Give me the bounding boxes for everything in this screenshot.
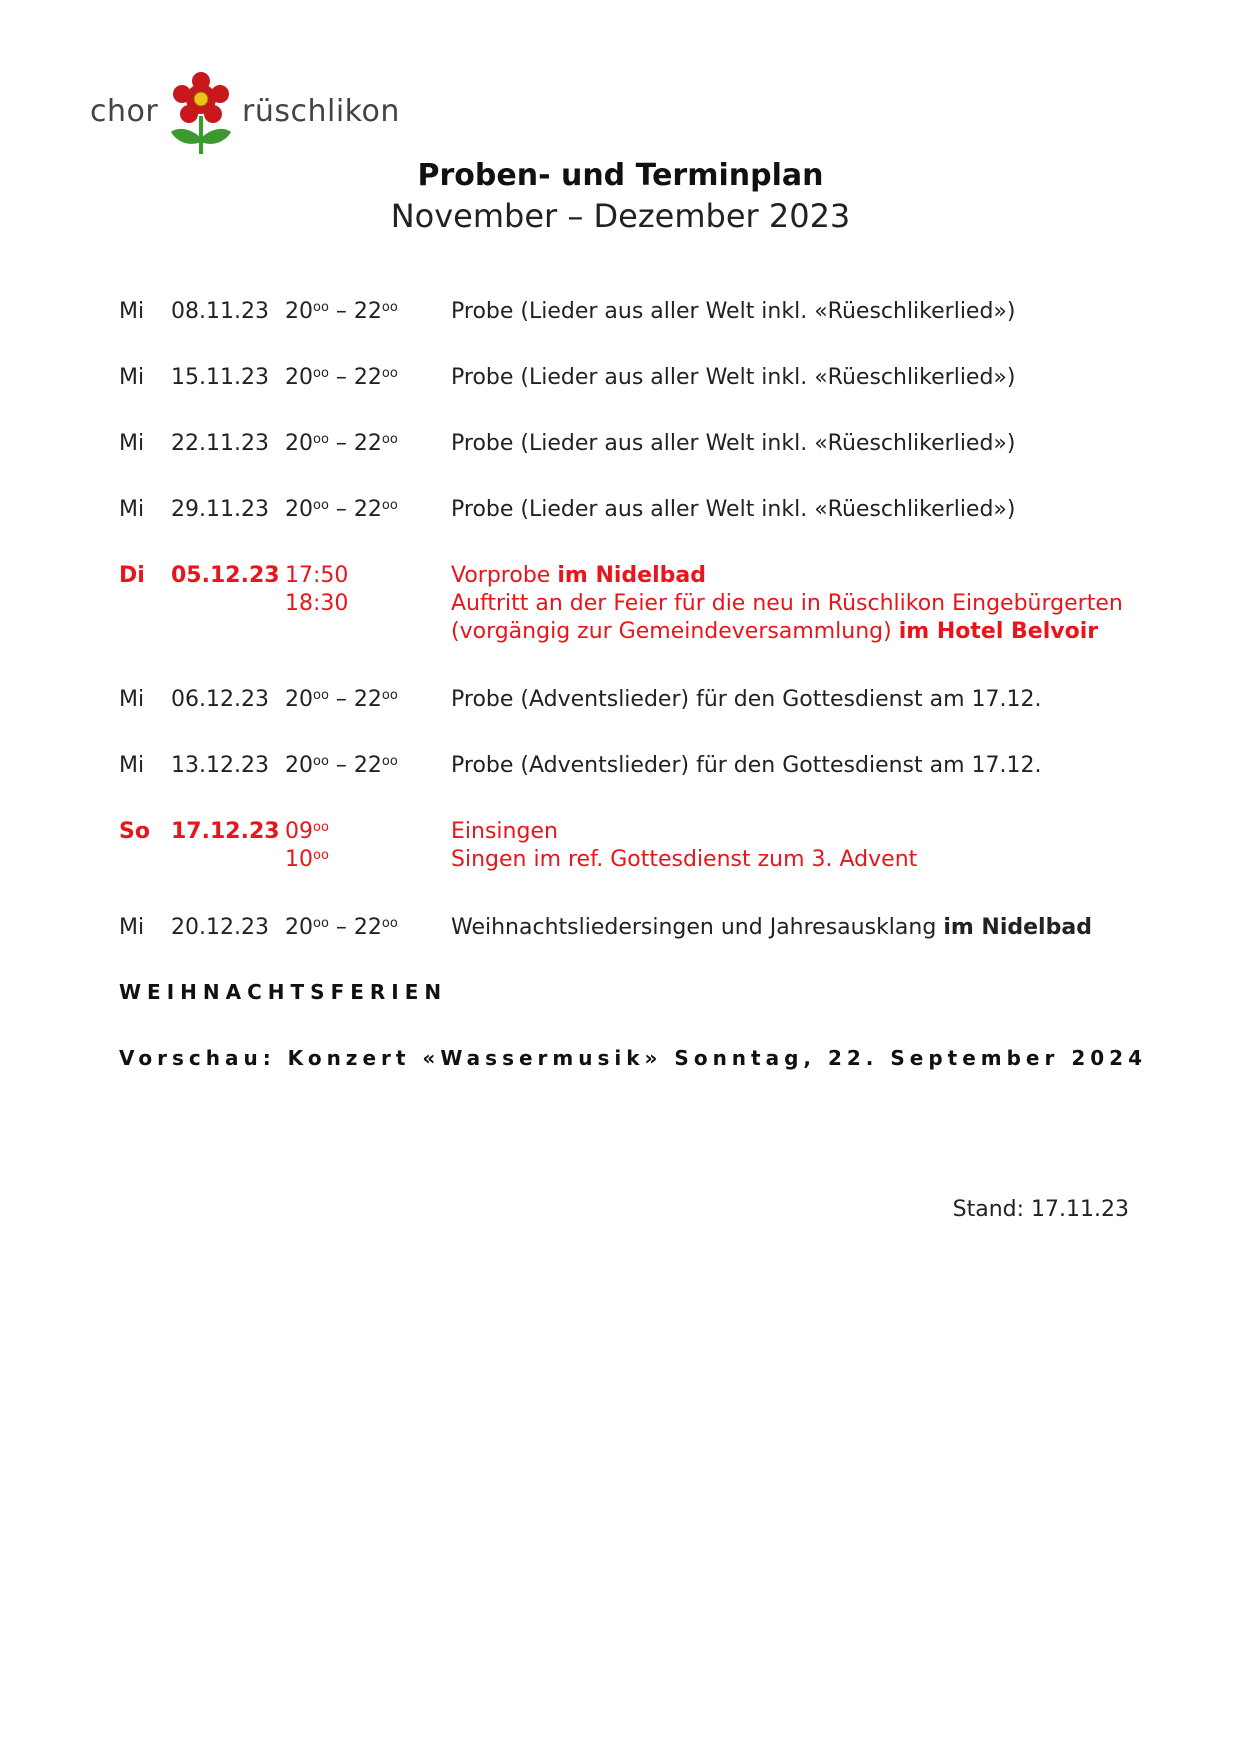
holiday-heading: WEIHNACHTSFERIEN [119, 980, 448, 1004]
row-date: 05.12.23 [171, 563, 280, 588]
row-time: $20^{oo} - 22^{oo}$ [285, 687, 398, 712]
row-time-line: 17:50 [285, 563, 349, 588]
row-description-line: Auftritt an der Feier für die neu in Rüschlikon Eingebürgerten [451, 591, 1123, 616]
logo-word-chor: chor [90, 94, 159, 129]
row-description: Weihnachtsliedersingen und Jahresausklang im Nidelbad [451, 915, 1092, 940]
row-date: 08.11.23 [171, 299, 269, 324]
row-description-line: (vorgängig zur Gemeindeversammlung) im Hotel Belvoir [451, 619, 1099, 644]
rose-icon [168, 72, 234, 156]
row-description-line: Singen im ref. Gottesdienst zum 3. Advent [451, 847, 918, 872]
page-subtitle: November – Dezember 2023 [390, 197, 851, 235]
row-day: Mi [119, 497, 145, 522]
row-day: Di [119, 563, 145, 588]
row-description: Probe (Lieder aus aller Welt inkl. «Rüeschlikerlied») [451, 299, 1016, 324]
row-description [451, 818, 1171, 874]
row-time [285, 818, 329, 874]
row-description: Probe (Lieder aus aller Welt inkl. «Rüeschlikerlied») [451, 497, 1016, 522]
row-time-line: $10^{oo}$ [285, 847, 329, 872]
row-day: So [119, 819, 150, 844]
row-description-line: Vorprobe im Nidelbad [451, 563, 706, 588]
row-date: 20.12.23 [171, 915, 269, 940]
row-description: Probe (Adventslieder) für den Gottesdienst am 17.12. [451, 687, 1042, 712]
row-description-line: Einsingen [451, 819, 558, 844]
row-date: 15.11.23 [171, 365, 269, 390]
row-time [285, 562, 348, 618]
row-date: 13.12.23 [171, 753, 269, 778]
stand-date: Stand: 17.11.23 [952, 1197, 1129, 1222]
row-time: $20^{oo} - 22^{oo}$ [285, 299, 398, 324]
row-description: Probe (Lieder aus aller Welt inkl. «Rüeschlikerlied») [451, 431, 1016, 456]
row-date: 22.11.23 [171, 431, 269, 456]
logo [90, 72, 410, 156]
page-title: Proben- und Terminplan [417, 158, 824, 193]
row-date: 17.12.23 [171, 819, 280, 844]
logo-word-rueschlikon: rüschlikon [242, 94, 400, 129]
row-description [451, 562, 1171, 646]
row-day: Mi [119, 365, 145, 390]
row-description: Probe (Adventslieder) für den Gottesdienst am 17.12. [451, 753, 1042, 778]
row-day: Mi [119, 687, 145, 712]
row-time: $20^{oo} - 22^{oo}$ [285, 365, 398, 390]
row-day: Mi [119, 431, 145, 456]
row-day: Mi [119, 299, 145, 324]
preview-line: Vorschau: Konzert «Wassermusik» Sonntag, 22. September 2024 [119, 1046, 1147, 1070]
row-date: 06.12.23 [171, 687, 269, 712]
row-date: 29.11.23 [171, 497, 269, 522]
row-time: $20^{oo} - 22^{oo}$ [285, 753, 398, 778]
row-time-line: $09^{oo}$ [285, 819, 329, 844]
row-description: Probe (Lieder aus aller Welt inkl. «Rüeschlikerlied») [451, 365, 1016, 390]
row-time-line: 18:30 [285, 591, 349, 616]
row-time: $20^{oo} - 22^{oo}$ [285, 431, 398, 456]
row-time: $20^{oo} - 22^{oo}$ [285, 915, 398, 940]
row-day: Mi [119, 753, 145, 778]
row-day: Mi [119, 915, 145, 940]
row-time: $20^{oo} - 22^{oo}$ [285, 497, 398, 522]
